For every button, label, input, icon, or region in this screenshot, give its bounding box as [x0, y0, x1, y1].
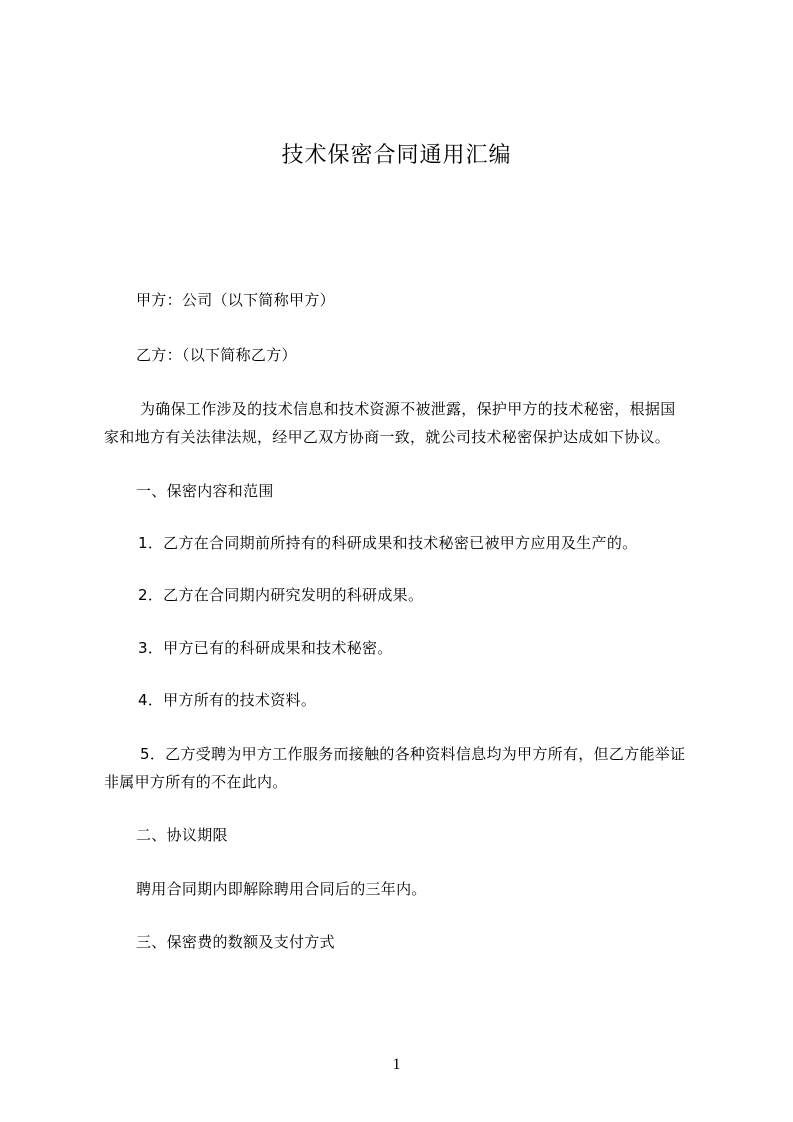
section-1-item-3: 3．甲方已有的科研成果和技术秘密。 — [138, 639, 393, 657]
section-2-body: 聘用合同期内即解除聘用合同后的三年内。 — [136, 880, 427, 898]
section-1-heading: 一、保密内容和范围 — [136, 482, 274, 500]
party-a-line: 甲方：公司（以下简称甲方） — [136, 291, 335, 309]
section-1-item-2: 2．乙方在合同期内研究发明的科研成果。 — [138, 586, 424, 604]
party-b-line: 乙方：（以下简称乙方） — [136, 346, 297, 364]
section-1-item-4: 4．甲方所有的技术资料。 — [138, 691, 317, 709]
section-1-item-5-line-2: 非属甲方所有的不在此内。 — [104, 773, 288, 791]
page-number: 1 — [392, 1056, 401, 1073]
document-title: 技术保密合同通用汇编 — [281, 143, 512, 168]
preamble-line-2: 家和地方有关法律法规，经甲乙双方协商一致，就公司技术秘密保护达成如下协议。 — [104, 428, 671, 446]
section-3-heading: 三、保密费的数额及支付方式 — [136, 933, 335, 951]
section-1-item-5-line-1: 5．乙方受聘为甲方工作服务而接触的各种资料信息均为甲方所有，但乙方能举证 — [140, 745, 686, 763]
preamble-line-1: 为确保工作涉及的技术信息和技术资源不被泄露，保护甲方的技术秘密，根据国 — [140, 400, 676, 418]
section-2-heading: 二、协议期限 — [136, 826, 228, 844]
section-1-item-1: 1．乙方在合同期前所持有的科研成果和技术秘密已被甲方应用及生产的。 — [138, 534, 638, 552]
